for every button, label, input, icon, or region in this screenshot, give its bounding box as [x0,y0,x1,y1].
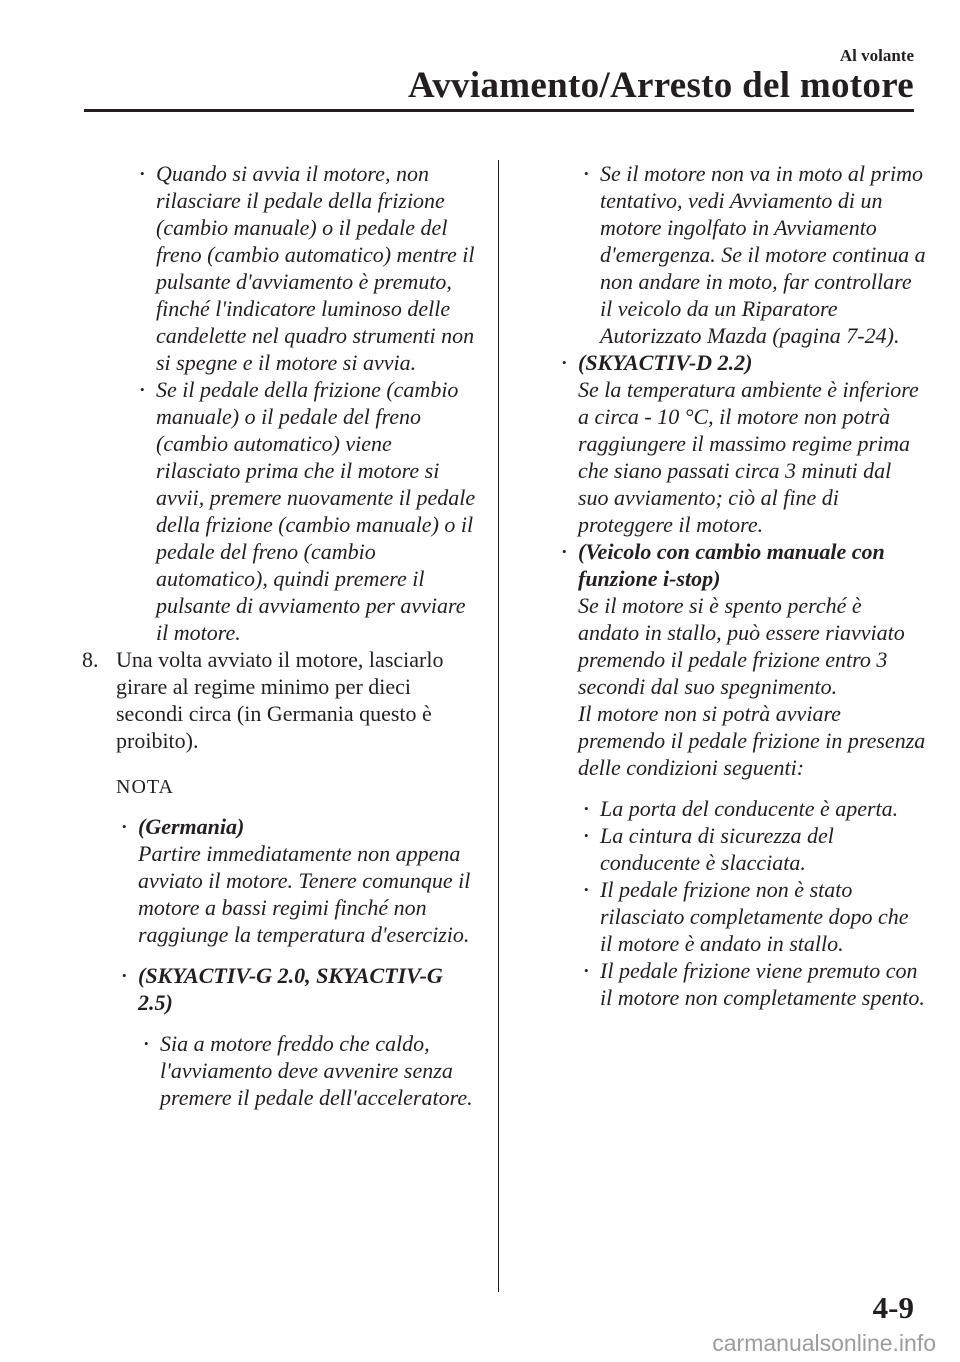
note-text: Se il motore si è spento perché è andato in stallo, può essere riavviato premendo il pedale frizione entro 3 secondi dal suo spegnimento. [578,593,905,699]
page-title: Avviamento/Arresto del motore [407,65,914,106]
watermark: carmanualsonline.info [712,1330,936,1356]
note-item-istop [556,538,926,1011]
list-item: • La porta del conducente è aperta. [578,795,926,822]
note-sub-item: • Sia a motore freddo che caldo, l'avviamento deve avvenire senza premere il pedale dell'acceleratore. [138,1030,478,1111]
step-number: 8. [82,647,99,672]
list-item: • Il pedale frizione viene premuto con il motore non completamente spento. [578,957,926,1011]
header-rule [84,109,914,112]
sub-bullet-list [134,160,478,646]
page-number: 4-9 [872,1290,914,1325]
step-text: Una volta avviato il motore, lasciarlo girare al regime minimo per dieci secondi circa (in Germania questo è proibito). [116,647,444,753]
list-item: • Il pedale frizione non è stato rilasciato completamente dopo che il motore è andato in stallo. [578,876,926,957]
left-column [82,160,478,1111]
note-text: Se la temperatura ambiente è inferiore a circa - 10 °C, il motore non potrà raggiungere il massimo regime prima che siano passati circa 3 minuti dal suo avviamento; ciò al fine di proteggere il motore. [578,377,919,537]
condition-list [578,795,926,1011]
note-heading: • (Germania) [138,814,245,839]
note-item-germany [116,813,478,948]
note-box [116,774,478,1111]
note-text: Partire immediatamente non appena avviato il motore. Tenere comunque il motore a bassi regimi finché non raggiunge la temperatura d'esercizio. [138,841,471,947]
list-item: • Quando si avvia il motore, non rilasciare il pedale della frizione (cambio manuale) o il pedale del freno (cambio automatico) mentre il pulsante d'avviamento è premuto, finché l'indicatore luminoso delle candelette nel quadro strumenti non si spegne e il motore si avvia. [134,160,478,376]
note-item-skyactiv-g [116,962,478,1111]
note-heading: • (SKYACTIV-G 2.0, SKYACTIV-G 2.5) [138,963,443,1015]
step-8 [82,646,478,754]
note-item-skyactiv-d [556,349,926,538]
note-heading: • (SKYACTIV-D 2.2) [578,350,753,375]
note-heading: • (Veicolo con cambio manuale con funzione i-stop) [578,539,885,591]
right-column [556,160,926,1011]
list-item: • La cintura di sicurezza del conducente è slacciata. [578,822,926,876]
column-divider [498,160,499,1292]
note-text: Il motore non si potrà avviare premendo il pedale frizione in presenza delle condizioni seguenti: [578,701,926,780]
header-section: Al volante [839,46,914,65]
list-item: • Se il pedale della frizione (cambio manuale) o il pedale del freno (cambio automatico) viene rilasciato prima che il motore si avvii, premere nuovamente il pedale della frizione (cambio manuale) o il pedale del freno (cambio automatico), quindi premere il pulsante di avviamento per avviare il motore. [134,376,478,646]
note-label: NOTA [116,776,174,798]
list-item: • Se il motore non va in moto al primo tentativo, vedi Avviamento di un motore ingolfato in Avviamento d'emergenza. Se il motore continua a non andare in moto, far controllare il veicolo da un Riparatore Autorizzato Mazda (pagina 7-24). [578,160,926,349]
